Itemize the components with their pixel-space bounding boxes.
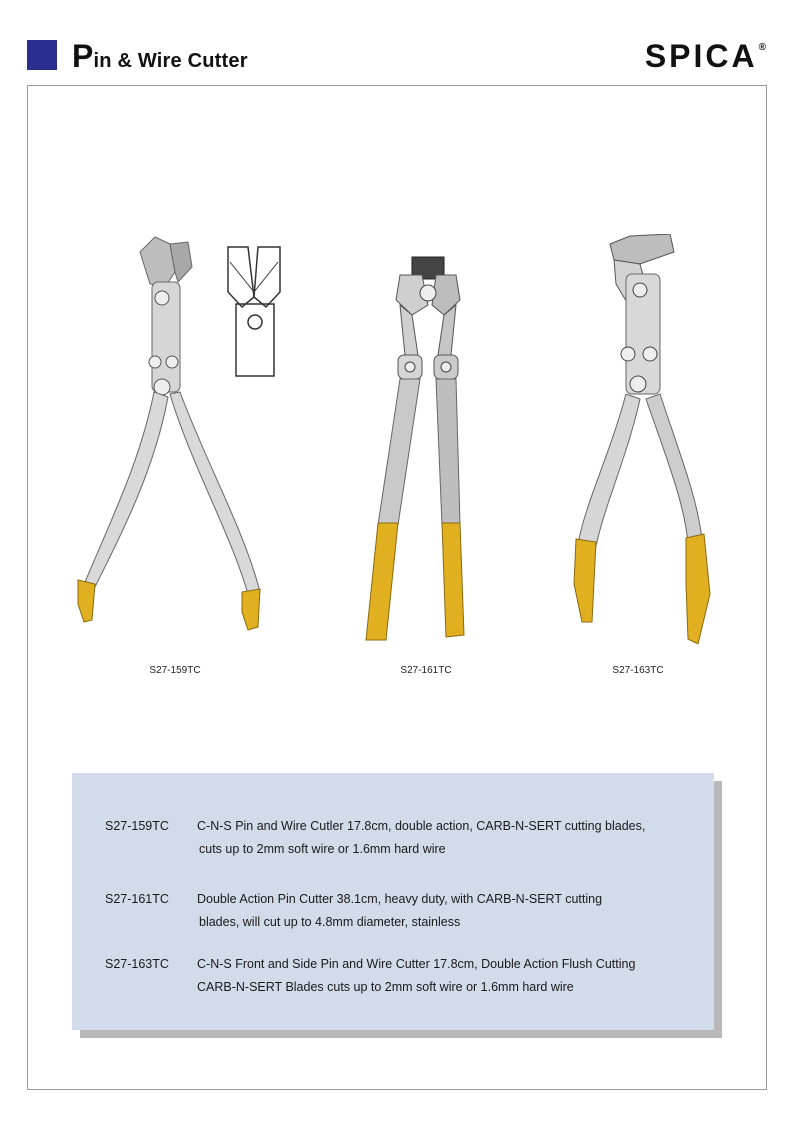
description-code: S27-163TC bbox=[105, 957, 169, 971]
product-code-label: S27-161TC bbox=[400, 665, 452, 676]
page-title bbox=[72, 40, 248, 73]
description-panel bbox=[72, 773, 714, 1030]
description-text-line1: C-N-S Front and Side Pin and Wire Cutter 17.8cm, Double Action Flush Cutting bbox=[197, 957, 636, 971]
product-image-s27-163tc bbox=[570, 234, 720, 644]
description-code: S27-159TC bbox=[105, 819, 169, 833]
description-text-line1: C-N-S Pin and Wire Cutler 17.8cm, double action, CARB-N-SERT cutting blades, bbox=[197, 819, 646, 833]
page-title-initial: P bbox=[72, 38, 94, 74]
brand-logo bbox=[645, 38, 766, 75]
product-code-label: S27-159TC bbox=[149, 665, 201, 676]
description-text-line2: blades, will cut up to 4.8mm diameter, stainless bbox=[199, 915, 461, 929]
product-image-s27-159tc bbox=[70, 232, 295, 637]
description-code: S27-161TC bbox=[105, 892, 169, 906]
header-accent-square bbox=[27, 40, 57, 70]
brand-registered-mark: ® bbox=[758, 42, 766, 53]
brand-name: SPICA bbox=[644, 38, 758, 74]
description-text-line1: Double Action Pin Cutter 38.1cm, heavy duty, with CARB-N-SERT cutting bbox=[197, 892, 603, 906]
description-text-line2: CARB-N-SERT Blades cuts up to 2mm soft wire or 1.6mm hard wire bbox=[197, 980, 574, 994]
page-title-rest: in & Wire Cutter bbox=[93, 50, 248, 72]
description-text-line2: cuts up to 2mm soft wire or 1.6mm hard wire bbox=[199, 842, 446, 856]
product-image-s27-161tc bbox=[360, 255, 480, 645]
product-code-label: S27-163TC bbox=[612, 665, 664, 676]
